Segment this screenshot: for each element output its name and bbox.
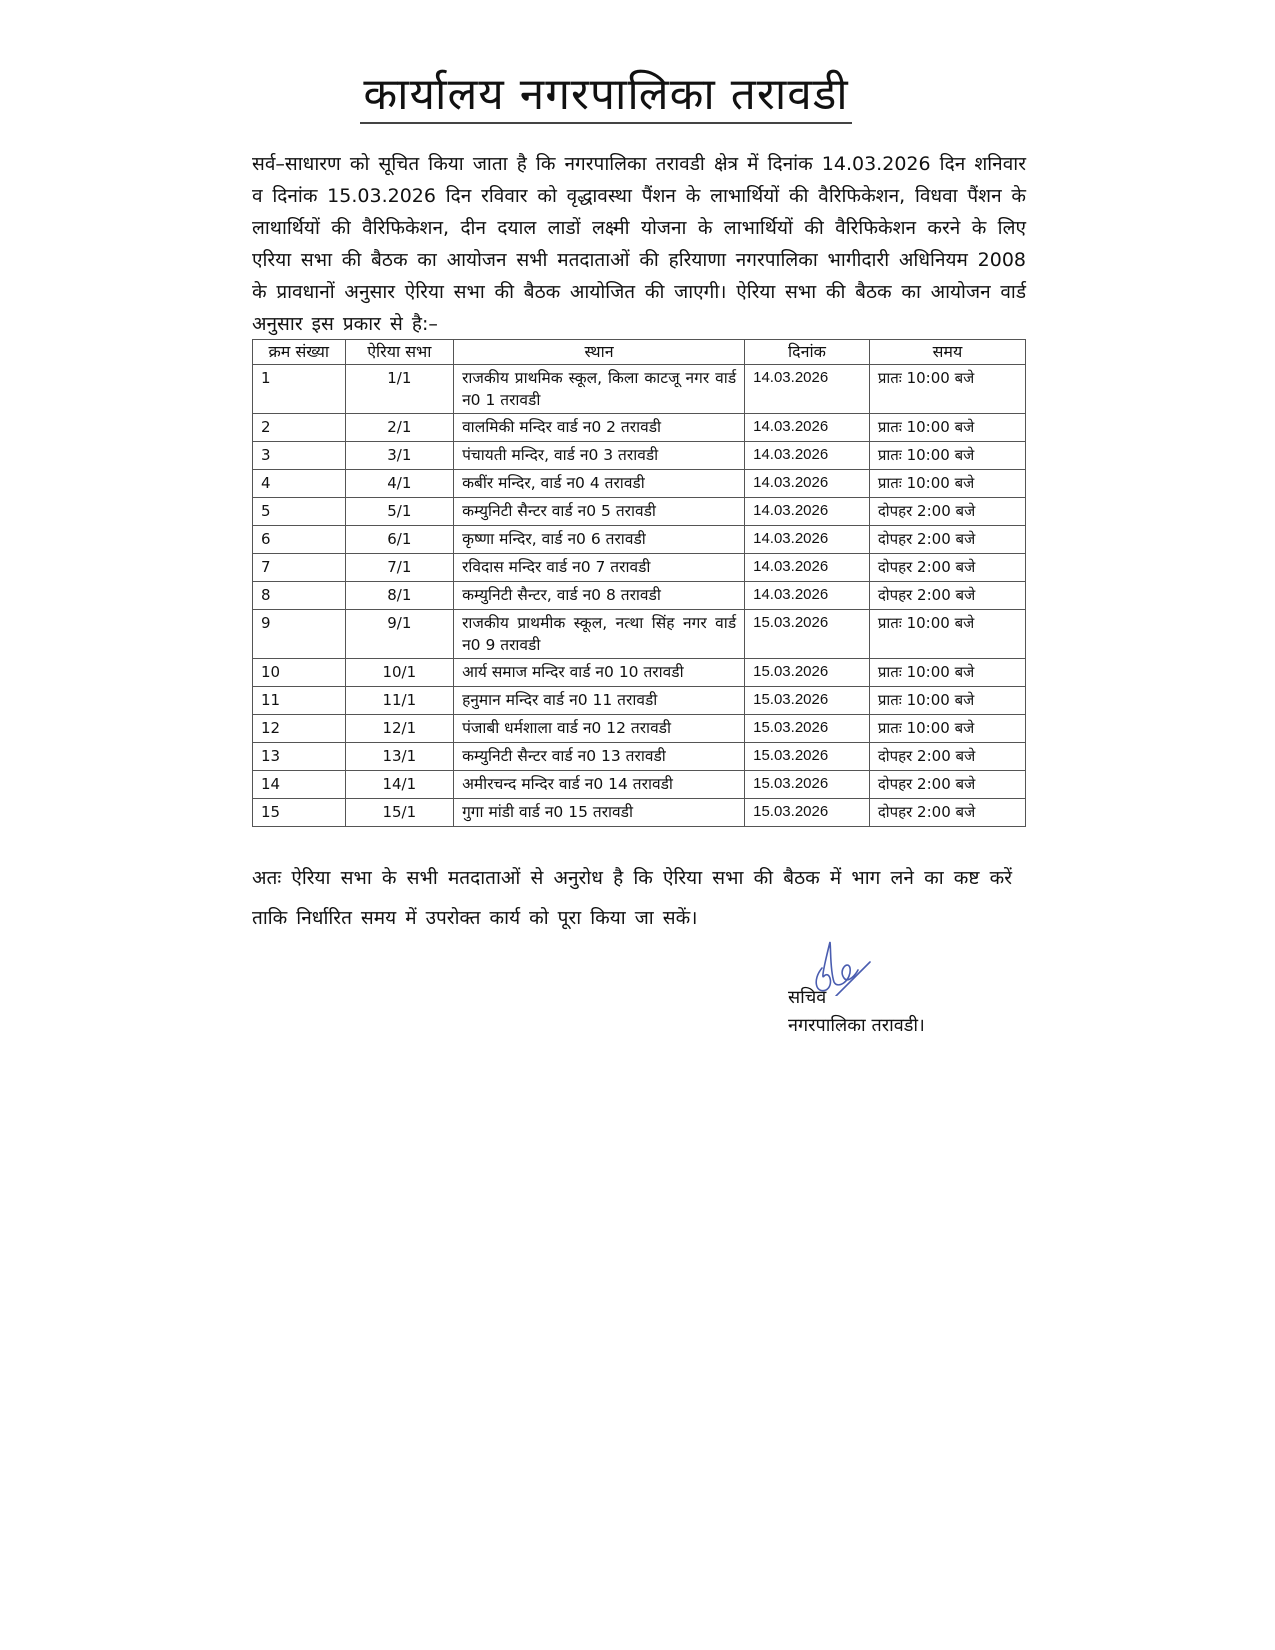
cell-time: दोपहर 2:00 बजे [869, 526, 1025, 554]
cell-place: राजकीय प्राथमिक स्कूल, किला काटजू नगर वार्ड न0 1 तरावडी [454, 365, 745, 414]
cell-place: कम्युनिटी सैन्टर वार्ड न0 5 तरावडी [454, 498, 745, 526]
cell-area-sabha: 5/1 [345, 498, 453, 526]
cell-serial-number: 7 [253, 554, 346, 582]
table-row [253, 582, 1026, 610]
closing-paragraph: अतः ऐरिया सभा के सभी मतदाताओं से अनुरोध है कि ऐरिया सभा की बैठक में भाग लने का कष्ट करें ताकि निर्धारित समय में उपरोक्त कार्य को पूरा किया जा सकें। [252, 867, 1012, 929]
cell-date: 15.03.2026 [745, 687, 870, 715]
cell-area-sabha: 13/1 [345, 743, 453, 771]
signatory-block [788, 984, 925, 1040]
cell-serial-number: 5 [253, 498, 346, 526]
cell-place: हनुमान मन्दिर वार्ड न0 11 तरावडी [454, 687, 745, 715]
cell-serial-number: 11 [253, 687, 346, 715]
cell-place: राजकीय प्राथमीक स्कूल, नत्था सिंह नगर वार्ड न0 9 तरावडी [454, 610, 745, 659]
intro-paragraph: सर्व–साधारण को सूचित किया जाता है कि नगरपालिका तरावडी क्षेत्र में दिनांक 14.03.2026 दिन शनिवार व दिनांक 15.03.2026 दिन रविवार को वृद्धावस्था पैंशन के लाभार्थियों की वैरिफिकेशन, विधवा पैंशन के लाथार्थियों की वैरिफिकेशन, दीन दयाल लाडों लक्ष्मी योजना के लाभार्थियों की वैरिफिकेशन करने के लिए एरिया सभा की बैठक का आयोजन सभी मतदाताओं की हरियाणा नगरपालिका भागीदारी अधिनियम 2008 के प्रावधानों अनुसार ऐरिया सभा की बैठक आयोजित की जाएगी। ऐरिया सभा की बैठक का आयोजन वार्ड अनुसार इस प्रकार से है:– [252, 153, 1026, 335]
cell-time: प्रातः 10:00 बजे [869, 687, 1025, 715]
cell-time: प्रातः 10:00 बजे [869, 715, 1025, 743]
cell-date: 14.03.2026 [745, 414, 870, 442]
cell-serial-number: 10 [253, 659, 346, 687]
cell-serial-number: 1 [253, 365, 346, 414]
cell-time: दोपहर 2:00 बजे [869, 582, 1025, 610]
cell-area-sabha: 1/1 [345, 365, 453, 414]
table-row [253, 771, 1026, 799]
header-date: दिनांक [745, 340, 870, 365]
cell-date: 14.03.2026 [745, 442, 870, 470]
cell-date: 15.03.2026 [745, 715, 870, 743]
header-time: समय [869, 340, 1025, 365]
cell-serial-number: 3 [253, 442, 346, 470]
cell-serial-number: 12 [253, 715, 346, 743]
cell-area-sabha: 9/1 [345, 610, 453, 659]
table-row [253, 743, 1026, 771]
table-row [253, 554, 1026, 582]
cell-area-sabha: 15/1 [345, 799, 453, 827]
cell-time: प्रातः 10:00 बजे [869, 365, 1025, 414]
cell-place: अमीरचन्द मन्दिर वार्ड न0 14 तरावडी [454, 771, 745, 799]
cell-area-sabha: 2/1 [345, 414, 453, 442]
cell-date: 15.03.2026 [745, 659, 870, 687]
table-row [253, 442, 1026, 470]
cell-area-sabha: 6/1 [345, 526, 453, 554]
page-title: कार्यालय नगरपालिका तरावडी [360, 70, 852, 124]
cell-time: दोपहर 2:00 बजे [869, 743, 1025, 771]
cell-time: प्रातः 10:00 बजे [869, 442, 1025, 470]
cell-date: 14.03.2026 [745, 554, 870, 582]
cell-date: 15.03.2026 [745, 771, 870, 799]
cell-date: 14.03.2026 [745, 526, 870, 554]
table-row [253, 659, 1026, 687]
cell-date: 15.03.2026 [745, 799, 870, 827]
table-body [253, 365, 1026, 827]
cell-serial-number: 6 [253, 526, 346, 554]
cell-place: आर्य समाज मन्दिर वार्ड न0 10 तरावडी [454, 659, 745, 687]
cell-serial-number: 4 [253, 470, 346, 498]
table-row [253, 498, 1026, 526]
cell-time: प्रातः 10:00 बजे [869, 659, 1025, 687]
cell-serial-number: 15 [253, 799, 346, 827]
header-serial-number: क्रम संख्या [253, 340, 346, 365]
cell-area-sabha: 3/1 [345, 442, 453, 470]
cell-place: पंजाबी धर्मशाला वार्ड न0 12 तरावडी [454, 715, 745, 743]
cell-date: 15.03.2026 [745, 610, 870, 659]
cell-serial-number: 9 [253, 610, 346, 659]
table-row [253, 799, 1026, 827]
cell-serial-number: 14 [253, 771, 346, 799]
cell-date: 14.03.2026 [745, 365, 870, 414]
header-place: स्थान [454, 340, 745, 365]
table-row [253, 365, 1026, 414]
cell-serial-number: 13 [253, 743, 346, 771]
cell-time: दोपहर 2:00 बजे [869, 498, 1025, 526]
cell-place: पंचायती मन्दिर, वार्ड न0 3 तरावडी [454, 442, 745, 470]
cell-time: प्रातः 10:00 बजे [869, 414, 1025, 442]
cell-date: 15.03.2026 [745, 743, 870, 771]
cell-place: रविदास मन्दिर वार्ड न0 7 तरावडी [454, 554, 745, 582]
cell-area-sabha: 4/1 [345, 470, 453, 498]
signatory-office: नगरपालिका तरावडी। [788, 1015, 925, 1036]
cell-serial-number: 8 [253, 582, 346, 610]
cell-area-sabha: 12/1 [345, 715, 453, 743]
cell-place: कम्युनिटी सैन्टर वार्ड न0 13 तरावडी [454, 743, 745, 771]
signatory-designation: सचिव [788, 987, 827, 1008]
cell-date: 14.03.2026 [745, 498, 870, 526]
cell-time: दोपहर 2:00 बजे [869, 554, 1025, 582]
table-row [253, 715, 1026, 743]
cell-time: दोपहर 2:00 बजे [869, 799, 1025, 827]
cell-serial-number: 2 [253, 414, 346, 442]
header-area-sabha: ऐरिया सभा [345, 340, 453, 365]
cell-area-sabha: 10/1 [345, 659, 453, 687]
cell-date: 14.03.2026 [745, 470, 870, 498]
cell-area-sabha: 14/1 [345, 771, 453, 799]
area-sabha-schedule-table [252, 339, 1026, 827]
cell-place: कृष्णा मन्दिर, वार्ड न0 6 तरावडी [454, 526, 745, 554]
cell-date: 14.03.2026 [745, 582, 870, 610]
cell-place: वालमिकी मन्दिर वार्ड न0 2 तरावडी [454, 414, 745, 442]
cell-place: गुगा मांडी वार्ड न0 15 तरावडी [454, 799, 745, 827]
cell-place: कबींर मन्दिर, वार्ड न0 4 तरावडी [454, 470, 745, 498]
cell-time: प्रातः 10:00 बजे [869, 470, 1025, 498]
table-row [253, 610, 1026, 659]
cell-area-sabha: 8/1 [345, 582, 453, 610]
cell-area-sabha: 7/1 [345, 554, 453, 582]
table-row [253, 470, 1026, 498]
table-row [253, 687, 1026, 715]
table-row [253, 526, 1026, 554]
cell-time: प्रातः 10:00 बजे [869, 610, 1025, 659]
cell-place: कम्युनिटी सैन्टर, वार्ड न0 8 तरावडी [454, 582, 745, 610]
cell-area-sabha: 11/1 [345, 687, 453, 715]
table-header-row [253, 340, 1026, 365]
table-row [253, 414, 1026, 442]
cell-time: दोपहर 2:00 बजे [869, 771, 1025, 799]
